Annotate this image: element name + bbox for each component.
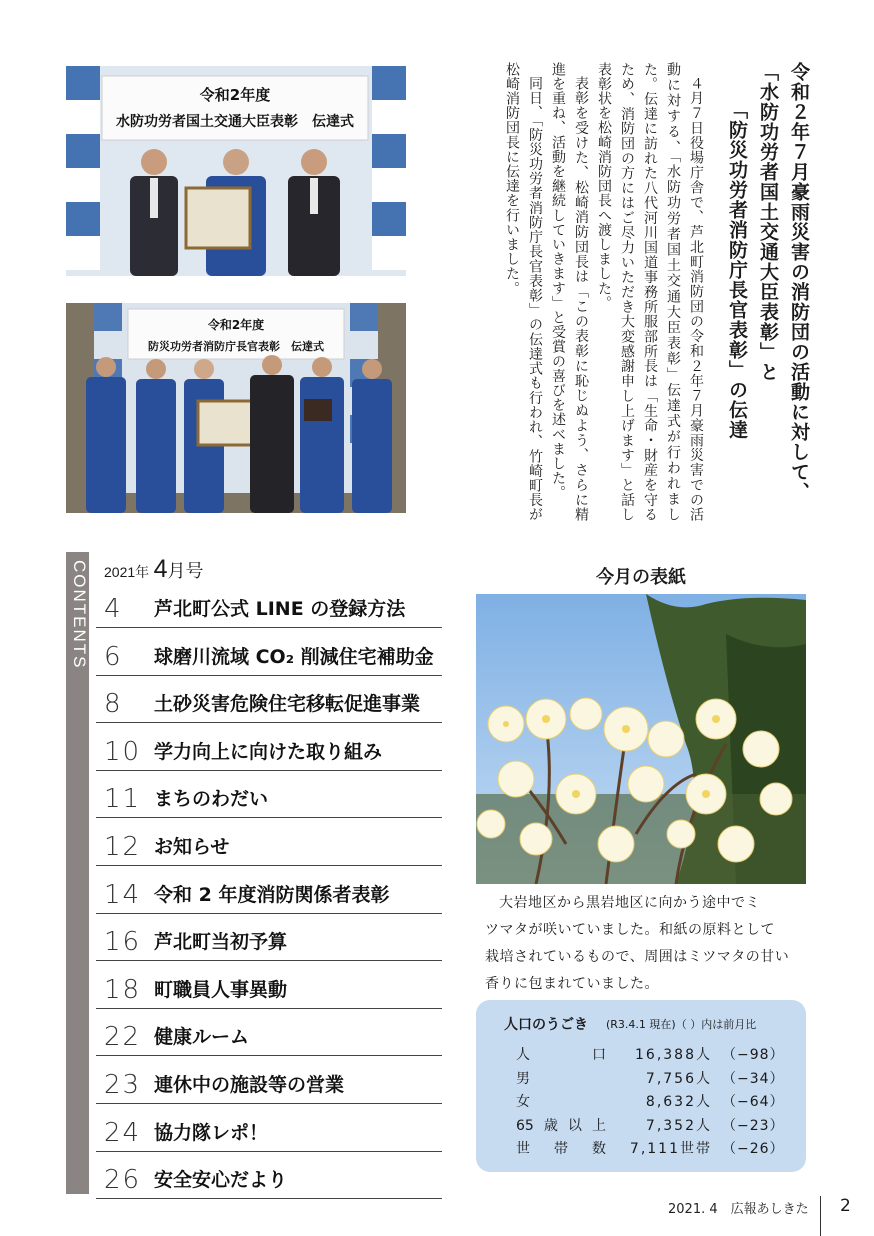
cover-photo-image [476,594,806,884]
issue-year: 2021 [104,564,136,580]
contents-title: 安全安心だより [154,1169,288,1192]
contents-title: 町職員人事異動 [154,978,288,1001]
issue-year-unit: 年 [135,564,150,580]
contents-title: 健康ルーム [154,1026,250,1049]
contents-page-number: 6 [104,641,123,672]
award-photo-minister [66,66,406,276]
contents-title: 令和 2 年度消防関係者表彰 [154,883,390,906]
contents-page-number: 8 [104,689,123,720]
cover-photo [476,594,806,884]
population-change: （−23） [722,1117,785,1134]
population-subtitle: (R3.4.1 現在)（ ）内は前月比 [606,1018,757,1031]
contents-page-number: 24 [104,1117,142,1148]
population-row [476,1091,806,1113]
contents-title: 芦北町当初予算 [154,931,288,954]
cover-heading: 今月の表紙 [596,567,686,588]
population-label: 女 [516,1094,530,1110]
population-label: 人 口 [516,1047,606,1063]
contents-item [96,866,442,914]
contents-page-number: 4 [104,594,123,624]
award-photo-minister-image [66,66,406,276]
cover-caption-line: 栽培されているもので、周囲はミツマタの甘い [485,949,790,965]
headline-line3: 「防災功労者消防庁長官表彰」の伝達 [726,100,748,440]
contents-item [96,961,442,1009]
article-headline [721,62,814,522]
population-label: 世帯数 [516,1141,606,1157]
award-article [418,62,814,522]
population-label: 65歳以上 [516,1117,606,1134]
contents-page-number: 18 [104,974,142,1005]
population-row [476,1044,806,1066]
population-row [476,1115,806,1137]
contents-title: まちのわだい [154,788,269,811]
headline-line1: 令和２年７月豪雨災害の消防団の活動に対して、 [788,62,810,502]
contents-item [96,913,442,961]
contents-page-number: 23 [104,1070,142,1100]
photo1-banner-line2: 水防功労者国土交通大臣表彰 伝達式 [116,114,354,130]
population-row [476,1068,806,1090]
population-box [476,1000,806,1172]
contents-item [96,1008,442,1056]
headline-line2: 「水防功労者国土交通大臣表彰」と [757,62,779,382]
contents-item [96,770,442,818]
population-value: 7,756人 [645,1070,712,1087]
cover-caption-line: 香りに包まれていました。 [485,976,659,992]
population-change: （−98） [722,1047,785,1063]
population-change: （−64） [722,1094,785,1110]
population-title: 人口のうごき [504,1017,588,1033]
population-change: （−34） [722,1070,785,1087]
contents-title: 土砂災害危険住宅移転促進事業 [154,693,421,716]
contents-page-number: 11 [104,784,142,815]
contents-item [96,818,442,866]
article-paragraph: 表彰を受けた、松崎消防団長は「この表彰に恥じぬよう、さらに精進を重ね、活動を継続していきます」と受賞の喜びを述べました。 [550,62,589,522]
cover-caption [485,890,803,998]
footer-issue: 2021. 4 広報あしきた [668,1202,809,1217]
contents-title: 芦北町公式 LINE の登録方法 [154,598,406,620]
cover-caption-line: 大岩地区から黒岩地区に向かう途中でミ [499,895,760,911]
contents-title: お知らせ [154,836,230,858]
contents-title: 球磨川流域 CO₂ 削減住宅補助金 [154,645,434,668]
cover-caption-line: ツマタが咲いていました。和紙の原料として [485,922,775,938]
article-paragraph: ４月７日役場庁舎で、芦北町消防団の令和２年７月豪雨災害での活動に対する、「水防功労者国土交通大臣表彰」伝達式が行われました。伝達に訪れた八代河川国道事務所服部所長は「生命・財産を守るため、消防団の方にはご尽力いただき大変感謝申し上げます」と話し表彰状を松崎消防団長へ渡しました。 [596,62,704,522]
photo2-banner-line2: 防災功労者消防庁長官表彰 伝達式 [148,340,324,353]
contents-page-number: 10 [104,736,142,767]
contents-page-number: 22 [104,1022,142,1053]
contents-item [96,628,442,676]
contents-item [96,723,442,771]
contents-label: CONTENTS [70,560,89,670]
population-row [476,1138,806,1160]
contents-page-number: 16 [104,927,142,958]
contents-item [96,580,442,628]
article-paragraph: 同日、「防災功労者消防庁長官表彰」の伝達式も行われ、竹崎町長が松崎消防団長に伝達を行いました。 [504,62,543,522]
issue-month: 4 [153,555,168,583]
contents-page-number: 12 [104,832,142,862]
award-photo-fdma-image [66,303,406,513]
population-value: 7,352人 [645,1117,712,1134]
photo1-banner-line1: 令和2年度 [199,86,271,104]
contents-title: 学力向上に向けた取り組み [154,740,383,763]
contents-item [96,1151,442,1199]
population-change: （−26） [722,1141,785,1157]
population-label: 男 [516,1070,530,1087]
contents-item [96,1056,442,1104]
contents-item [96,1104,442,1152]
contents-page-number: 26 [104,1165,142,1196]
population-value: 16,388人 [635,1047,712,1063]
award-photo-fdma [66,303,406,513]
contents-tab [66,552,89,1194]
footer-divider [820,1196,821,1236]
population-value: 7,111世帯 [629,1141,712,1157]
contents-page-number: 14 [104,879,142,910]
page-number: 2 [840,1196,851,1216]
photo2-banner-line1: 令和2年度 [207,318,265,332]
population-value: 8,632人 [645,1094,712,1110]
contents-title: 協力隊レポ！ [154,1121,269,1144]
contents-title: 連休中の施設等の営業 [154,1074,345,1096]
issue-month-unit: 月号 [167,561,204,581]
contents-item [96,675,442,723]
